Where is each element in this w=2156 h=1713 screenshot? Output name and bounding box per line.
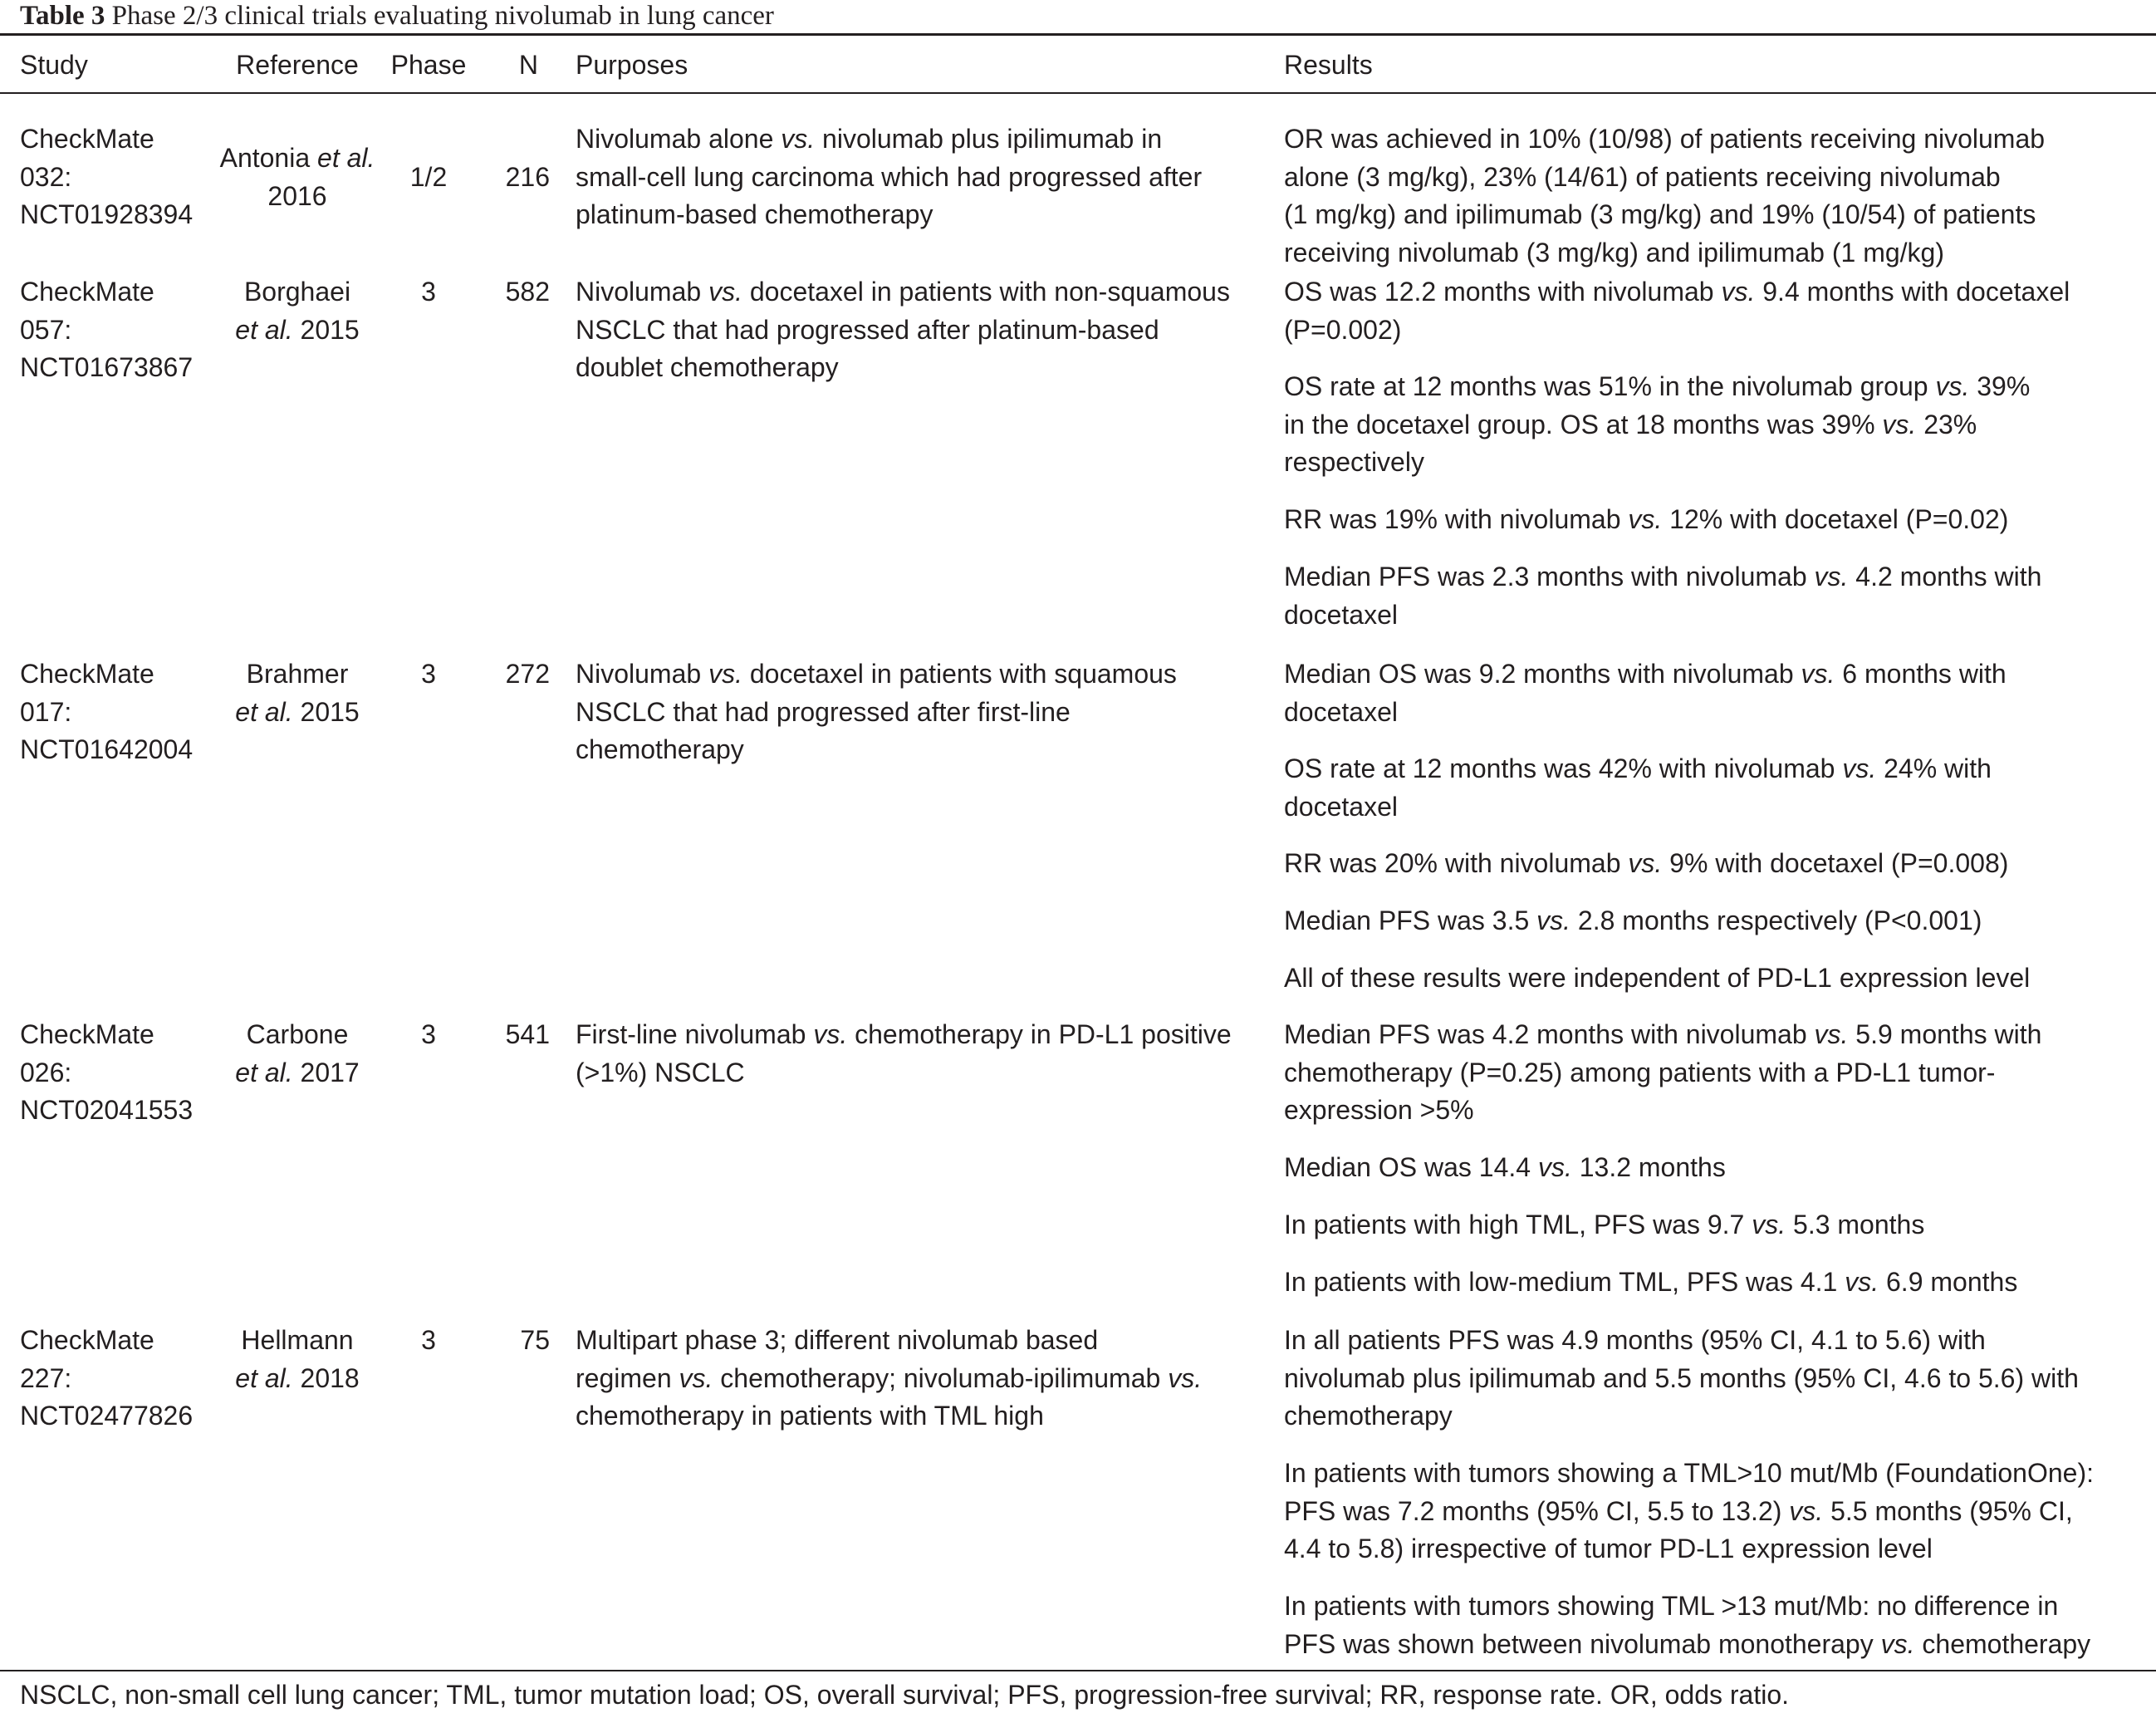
reference-cell: Antonia et al. 2016 (219, 143, 375, 211)
result-item: In patients with tumors showing a TML>10 mut/Mb (FoundationOne): PFS was 7.2 months (95% CI, 5.5 to 13.2) vs. 5.5 months (95% CI, 4.4 to 5.8) irrespective of tumor PD-L1 expression level (1284, 1458, 2094, 1563)
table-title: Phase 2/3 clinical trials evaluating nivolumab in lung cancer (111, 1, 774, 31)
phase-cell: 3 (421, 1325, 436, 1355)
result-item: RR was 20% with nivolumab vs. 9% with docetaxel (P=0.008) (1284, 848, 2009, 878)
table-header (0, 47, 2156, 83)
result-item: Median PFS was 4.2 months with nivolumab vs. 5.9 months with chemotherapy (P=0.25) among patients with a PD-L1 tumor- expression >5% (1284, 1019, 2042, 1125)
n-cell: 75 (520, 1325, 550, 1355)
result-item: OS rate at 12 months was 42% with nivolumab vs. 24% with docetaxel (1284, 753, 1992, 822)
header-rule (0, 92, 2156, 94)
result-item: Median PFS was 2.3 months with nivolumab vs. 4.2 months with docetaxel (1284, 562, 2042, 630)
reference-cell: Hellmann et al. 2018 (235, 1325, 360, 1393)
result-item: Median OS was 14.4 vs. 13.2 months (1284, 1152, 1726, 1182)
purposes-cell: Nivolumab alone vs. nivolumab plus ipilimumab in small-cell lung carcinoma which had progressed after platinum-based chemotherapy (576, 124, 1203, 229)
n-cell: 582 (505, 277, 550, 307)
table-footnote: NSCLC, non-small cell lung cancer; TML, tumor mutation load; OS, overall survival; PFS, progression-free survival; RR, response rate. OR, odds ratio. (20, 1680, 1790, 1710)
study-cell: CheckMate 017: NCT01642004 (20, 659, 194, 764)
phase-cell: 3 (421, 277, 436, 307)
purposes-cell: First-line nivolumab vs. chemotherapy in PD-L1 positive (>1%) NSCLC (576, 1019, 1232, 1087)
header-n: N (518, 50, 538, 80)
study-cell: CheckMate 227: NCT02477826 (20, 1325, 194, 1431)
header-results: Results (1284, 50, 1373, 80)
reference-cell: Brahmer et al. 2015 (235, 659, 360, 727)
study-cell: CheckMate 032: NCT01928394 (20, 124, 194, 229)
study-cell: CheckMate 026: NCT02041553 (20, 1019, 194, 1125)
n-cell: 272 (505, 659, 550, 689)
phase-cell: 1/2 (409, 162, 448, 192)
header-study: Study (20, 50, 88, 80)
purposes-cell: Nivolumab vs. docetaxel in patients with non-squamous NSCLC that had progressed after platinum-based doublet chemotherapy (576, 277, 1230, 382)
phase-cell: 3 (421, 1019, 436, 1049)
n-cell: 216 (505, 162, 550, 192)
result-item: OR was achieved in 10% (10/98) of patients receiving nivolumab alone (3 mg/kg), 23% (14/61) of patients receiving nivolumab (1 mg/kg) and ipilimumab (3 mg/kg) and 19% (10/54) of patients receiving nivolumab (3 mg/kg) and ipilimumab (1 mg/kg) (1284, 124, 2046, 268)
header-reference: Reference (236, 50, 359, 80)
study-cell: CheckMate 057: NCT01673867 (20, 277, 194, 382)
result-item: In patients with tumors showing TML >13 mut/Mb: no difference in PFS was shown between nivolumab monotherapy vs. chemotherapy (1284, 1591, 2091, 1659)
result-item: All of these results were independent of PD-L1 expression level (1284, 963, 2031, 993)
result-item: Median PFS was 3.5 vs. 2.8 months respectively (P<0.001) (1284, 906, 1982, 935)
reference-cell: Carbone et al. 2017 (235, 1019, 360, 1087)
purposes-cell: Nivolumab vs. docetaxel in patients with squamous NSCLC that had progressed after first-line chemotherapy (576, 659, 1177, 764)
result-item: OS was 12.2 months with nivolumab vs. 9.4 months with docetaxel (P=0.002) (1284, 277, 2070, 345)
result-item: Median OS was 9.2 months with nivolumab vs. 6 months with docetaxel (1284, 659, 2007, 727)
result-item: In patients with high TML, PFS was 9.7 vs. 5.3 months (1284, 1210, 1925, 1239)
result-item: In all patients PFS was 4.9 months (95% CI, 4.1 to 5.6) with nivolumab plus ipilimumab and 5.5 months (95% CI, 4.6 to 5.6) with chemotherapy (1284, 1325, 2079, 1431)
header-phase: Phase (390, 50, 467, 80)
reference-cell: Borghaei et al. 2015 (235, 277, 360, 345)
purposes-cell: Multipart phase 3; different nivolumab based regimen vs. chemotherapy; nivolumab-ipilimumab vs. chemotherapy in patients with TML high (576, 1325, 1203, 1431)
phase-cell: 3 (421, 659, 436, 689)
result-item: In patients with low-medium TML, PFS was 4.1 vs. 6.9 months (1284, 1267, 2018, 1297)
result-item: OS rate at 12 months was 51% in the nivolumab group vs. 39% in the docetaxel group. OS at 18 months was 39% vs. 23% respectively (1284, 371, 2031, 477)
n-cell: 541 (505, 1019, 550, 1049)
table-label: Table 3 (20, 1, 105, 31)
bottom-rule (0, 1670, 2156, 1671)
header-purposes: Purposes (576, 50, 688, 80)
result-item: RR was 19% with nivolumab vs. 12% with docetaxel (P=0.02) (1284, 504, 2009, 534)
table-caption (20, 0, 774, 33)
top-rule (0, 33, 2156, 36)
